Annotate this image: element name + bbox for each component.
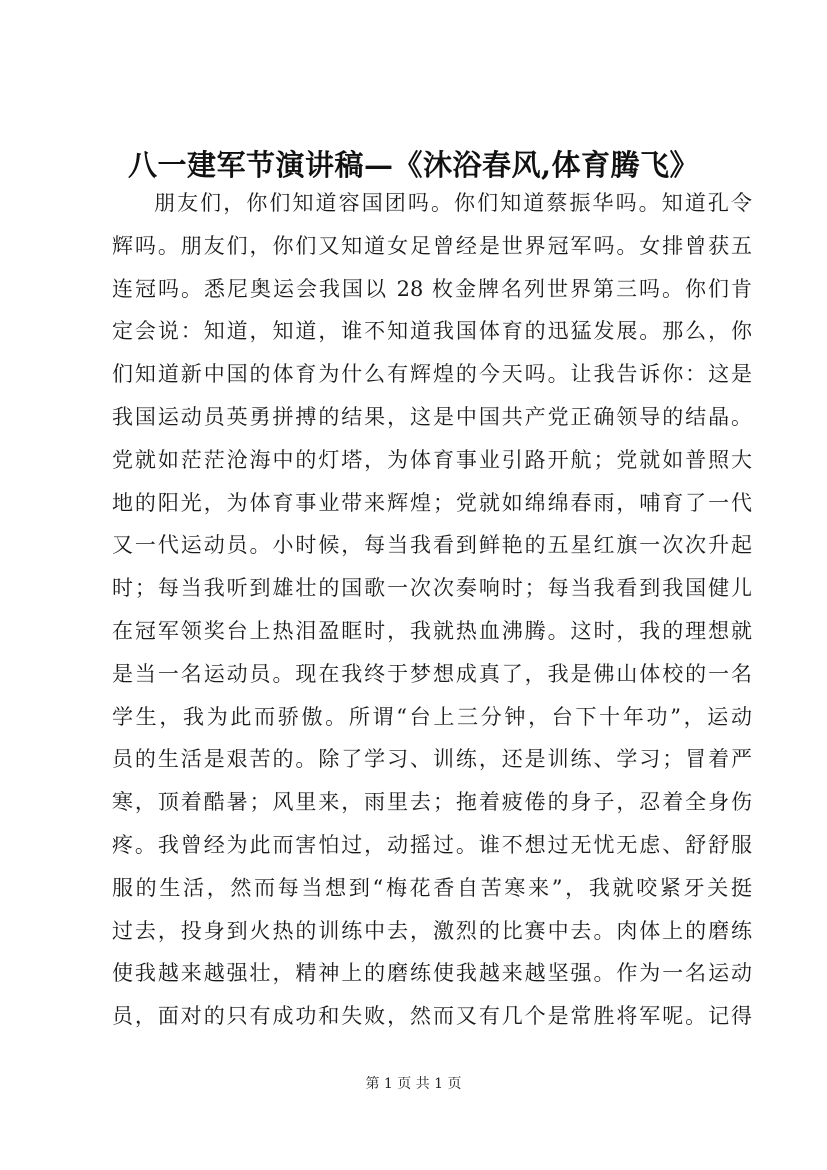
body-line: 朋友们，你们知道容国团吗。你们知道蔡振华吗。知道孔令 [154,191,752,215]
body-line: 连冠吗。悉尼奥运会我国以 28 枚金牌名列世界第三吗。你们肯 [112,276,752,301]
body-line: 是当一名运动员。现在我终于梦想成真了，我是佛山体校的一名 [112,661,752,686]
body-line: 使我越来越强壮，精神上的磨练使我越来越坚强。作为一名运动 [112,961,752,986]
body-line: 寒，顶着酷暑；风里来，雨里去；拖着疲倦的身子，忍着全身伤 [112,790,752,815]
body-line: 在冠军领奖台上热泪盈眶时，我就热血沸腾。这时，我的理想就 [112,618,752,643]
body-line: 们知道新中国的体育为什么有辉煌的今天吗。让我告诉你：这是 [112,362,752,387]
body-line: 地的阳光，为体育事业带来辉煌；党就如绵绵春雨，哺育了一代 [112,490,752,515]
body-line: 定会说：知道，知道，谁不知道我国体育的迅猛发展。那么，你 [112,319,752,344]
document-body [112,182,752,1038]
body-line: 员的生活是艰苦的。除了学习、训练，还是训练、学习；冒着严 [112,747,752,772]
body-line: 服的生活，然而每当想到“梅花香自苦寒来”，我就咬紧牙关挺 [112,875,752,900]
body-line: 过去，投身到火热的训练中去，激烈的比赛中去。肉体上的磨练 [112,918,752,943]
body-line: 又一代运动员。小时候，每当我看到鲜艳的五星红旗一次次升起 [112,533,752,558]
body-line: 党就如茫茫沧海中的灯塔，为体育事业引路开航；党就如普照大 [112,447,752,472]
body-line: 员，面对的只有成功和失败，然而又有几个是常胜将军呢。记得 [112,1004,752,1029]
page-footer: 第 1 页 共 1 页 [365,1076,462,1092]
body-line: 时；每当我听到雄壮的国歌一次次奏响时；每当我看到我国健儿 [112,576,752,601]
body-line: 疼。我曾经为此而害怕过，动摇过。谁不想过无忧无虑、舒舒服 [112,832,752,857]
document-title: 八一建军节演讲稿—《沐浴春风,体育腾飞》 [127,148,700,182]
body-line: 辉吗。朋友们，你们又知道女足曾经是世界冠军吗。女排曾获五 [112,233,752,258]
body-line: 我国运动员英勇拼搏的结果，这是中国共产党正确领导的结晶。 [112,404,752,429]
body-line: 学生，我为此而骄傲。所谓“台上三分钟，台下十年功”，运动 [112,704,752,729]
